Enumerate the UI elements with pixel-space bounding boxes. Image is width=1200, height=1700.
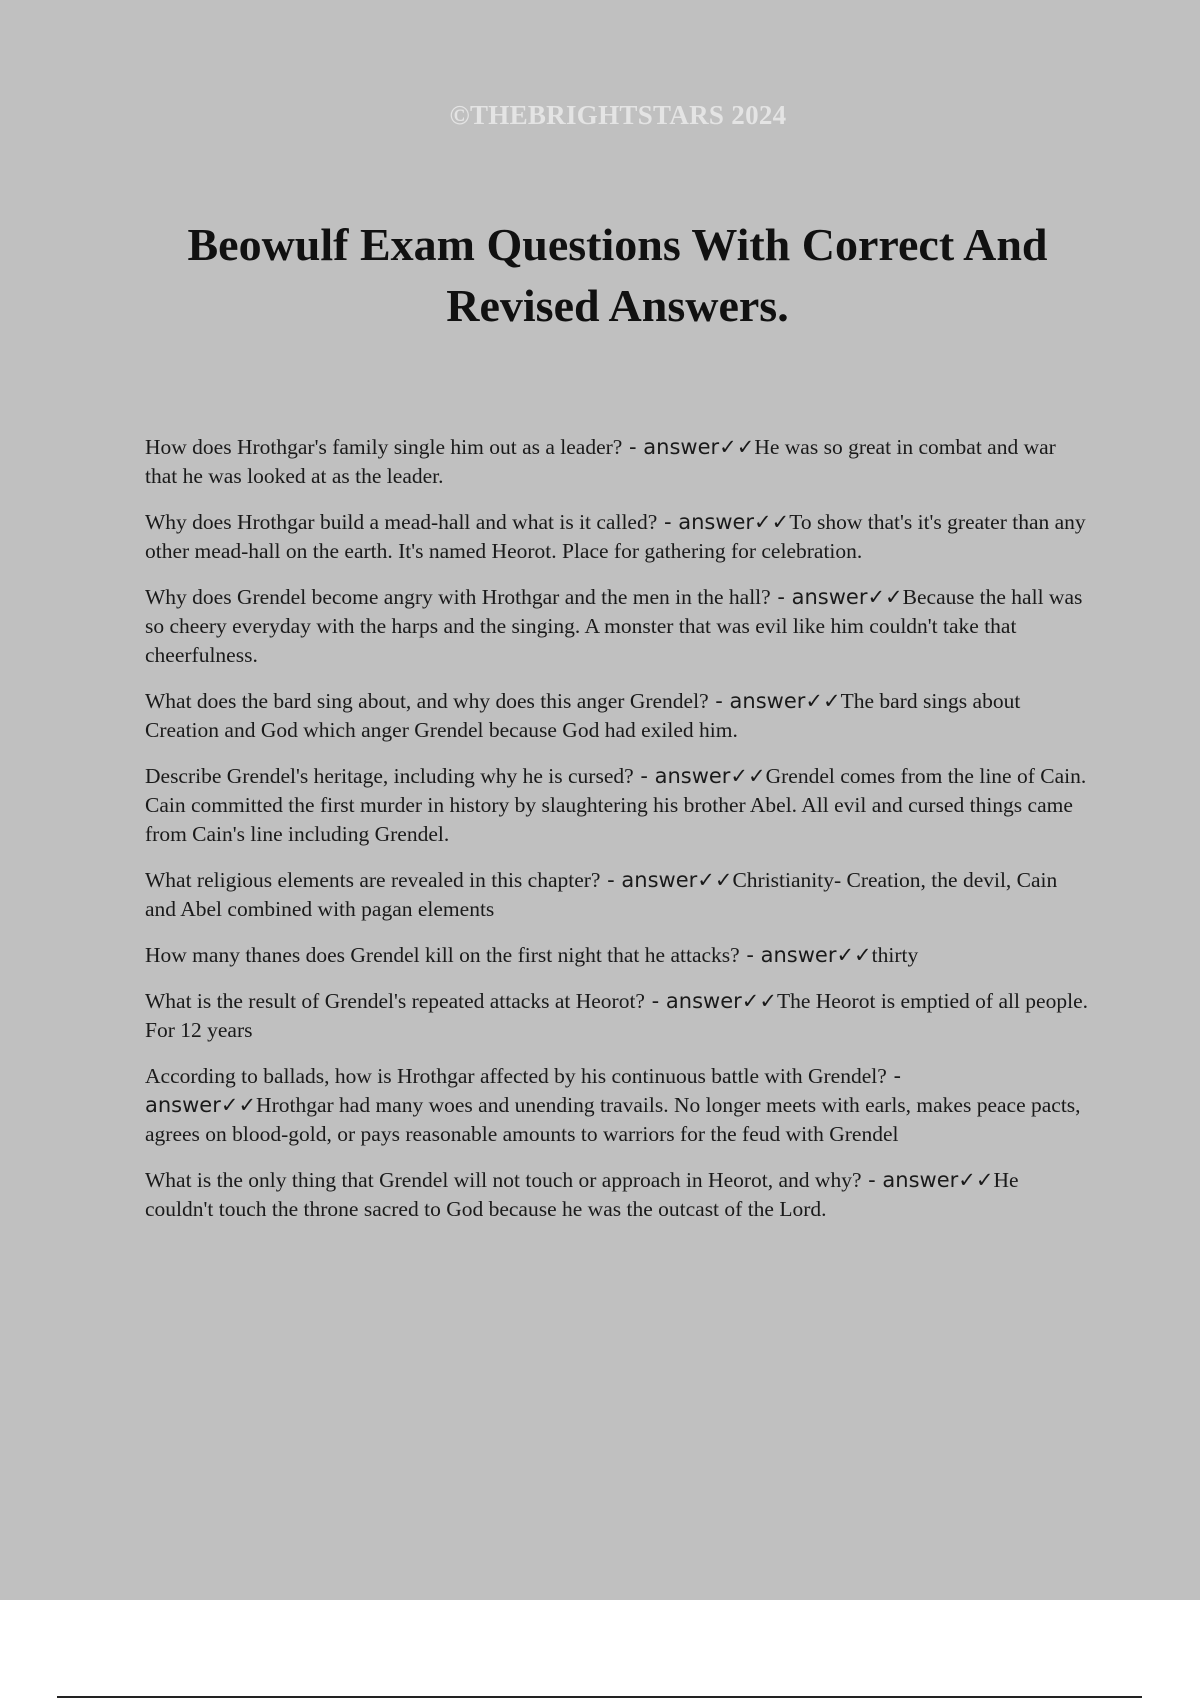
qa-item bbox=[145, 941, 1090, 970]
answer-separator: - answer✓✓ bbox=[861, 1168, 994, 1192]
question-text: What does the bard sing about, and why does this anger Grendel? bbox=[145, 689, 709, 713]
question-text: What religious elements are revealed in this chapter? bbox=[145, 868, 601, 892]
answer-text: He was so great in combat and war that he was looked at as the leader. bbox=[145, 435, 1056, 488]
qa-item bbox=[145, 583, 1090, 670]
qa-item bbox=[145, 987, 1090, 1045]
question-text: Why does Grendel become angry with Hrothgar and the men in the hall? bbox=[145, 585, 771, 609]
answer-text: Hrothgar had many woes and unending travails. No longer meets with earls, makes peace pacts, agrees on blood-gold, or pays reasonable amounts to warriors for the feud with Grendel bbox=[145, 1093, 1081, 1146]
answer-text: thirty bbox=[871, 943, 919, 967]
question-text: What is the only thing that Grendel will not touch or approach in Heorot, and why? bbox=[145, 1168, 862, 1192]
answer-separator: - answer✓✓ bbox=[657, 510, 790, 534]
question-text: How many thanes does Grendel kill on the first night that he attacks? bbox=[145, 943, 740, 967]
qa-item bbox=[145, 508, 1090, 566]
answer-text: Because the hall was so cheery everyday with the harps and the singing. A monster that was evil like him couldn't take that cheerfulness. bbox=[145, 585, 1083, 667]
answer-text: To show that's it's greater than any other mead-hall on the earth. It's named Heorot. Place for gathering for celebration. bbox=[145, 510, 1086, 563]
copyright-watermark: ©THEBRIGHTSTARS 2024 bbox=[449, 100, 787, 130]
qa-item bbox=[145, 866, 1090, 924]
footer-divider bbox=[57, 1696, 1142, 1698]
answer-separator: - answer✓✓ bbox=[145, 1064, 902, 1117]
answer-separator: - answer✓✓ bbox=[739, 943, 872, 967]
qa-item bbox=[145, 762, 1090, 849]
document-title: Beowulf Exam Questions With Correct And Revised Answers. bbox=[187, 219, 1048, 331]
answer-separator: - answer✓✓ bbox=[644, 989, 777, 1013]
question-text: Why does Hrothgar build a mead-hall and what is it called? bbox=[145, 510, 658, 534]
question-text: How does Hrothgar's family single him out as a leader? bbox=[145, 435, 623, 459]
answer-separator: - answer✓✓ bbox=[633, 764, 766, 788]
qa-item bbox=[145, 433, 1090, 491]
answer-separator: - answer✓✓ bbox=[708, 689, 841, 713]
qa-item bbox=[145, 1166, 1090, 1224]
answer-separator: - answer✓✓ bbox=[770, 585, 903, 609]
question-text: According to ballads, how is Hrothgar affected by his continuous battle with Grendel? bbox=[145, 1064, 887, 1088]
qa-list bbox=[145, 433, 1090, 1241]
answer-separator: - answer✓✓ bbox=[600, 868, 733, 892]
question-text: What is the result of Grendel's repeated attacks at Heorot? bbox=[145, 989, 645, 1013]
qa-item bbox=[145, 687, 1090, 745]
answer-text: He couldn't touch the throne sacred to God because he was the outcast of the Lord. bbox=[145, 1168, 1019, 1221]
question-text: Describe Grendel's heritage, including why he is cursed? bbox=[145, 764, 634, 788]
answer-text: The Heorot is emptied of all people. For 12 years bbox=[145, 989, 1088, 1042]
answer-text: The bard sings about Creation and God which anger Grendel because God had exiled him. bbox=[145, 689, 1021, 742]
answer-separator: - answer✓✓ bbox=[622, 435, 755, 459]
qa-item bbox=[145, 1062, 1090, 1149]
answer-text: Christianity- Creation, the devil, Cain and Abel combined with pagan elements bbox=[145, 868, 1058, 921]
answer-text: Grendel comes from the line of Cain. Cain committed the first murder in history by slaughtering his brother Abel. All evil and cursed things came from Cain's line including Grendel. bbox=[145, 764, 1087, 846]
